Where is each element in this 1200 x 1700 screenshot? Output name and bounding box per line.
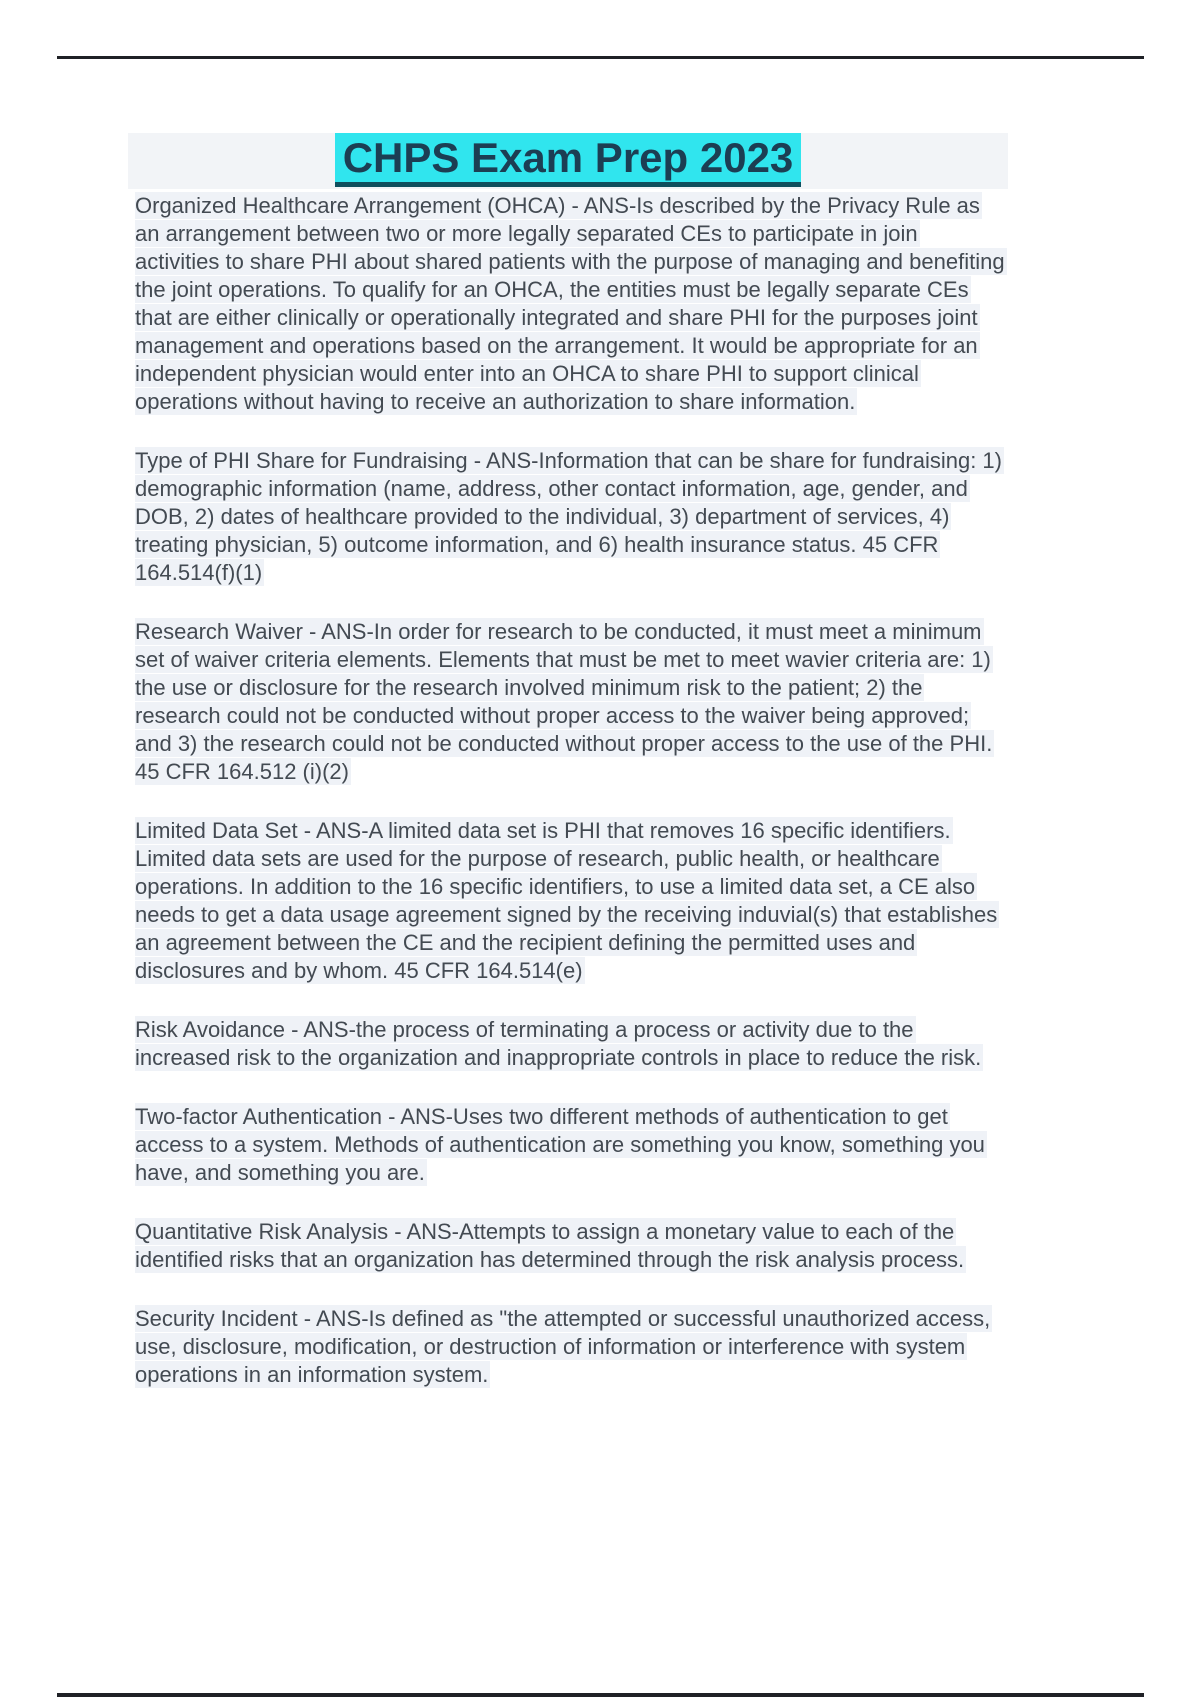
definition-paragraph-security-incident: Security Incident - ANS-Is defined as "the attempted or successful unauthorized access, use, disclosure, modification, or destruction of information or interference with system operations in an information system. [135,1306,991,1387]
definitions-list [128,192,1008,1389]
definition-paragraph-research-waiver: Research Waiver - ANS-In order for research to be conducted, it must meet a minimum set of waiver criteria elements. Elements that must be met to meet wavier criteria are: 1) the use or disclosure for the research involved minimum risk to the patient; 2) the research could not be conducted without proper access to the waiver being approved; and 3) the research could not be conducted without proper access to the use of the PHI. 45 CFR 164.512 (i)(2) [135,619,993,784]
definition-paragraph-limited-data-set: Limited Data Set - ANS-A limited data set is PHI that removes 16 specific identifiers. Limited data sets are used for the purpose of research, public health, or healthcare operations. In addition to the 16 specific identifiers, to use a limited data set, a CE also needs to get a data usage agreement signed by the receiving induvial(s) that establishes an agreement between the CE and the recipient defining the permitted uses and disclosures and by whom. 45 CFR 164.514(e) [135,818,998,983]
page-title: CHPS Exam Prep 2023 [335,133,802,187]
definition-paragraph-quantitative-risk-analysis: Quantitative Risk Analysis - ANS-Attempts to assign a monetary value to each of the identified risks that an organization has determined through the risk analysis process. [135,1219,965,1272]
definition-paragraph-two-factor-authentication: Two-factor Authentication - ANS-Uses two different methods of authentication to get access to a system. Methods of authentication are something you know, something you have, and something you are. [135,1104,985,1185]
top-divider-rule [57,56,1144,59]
bottom-divider-rule [57,1693,1144,1697]
definition-paragraph-phi-fundraising: Type of PHI Share for Fundraising - ANS-Information that can be share for fundraising: 1) demographic information (name, address, other contact information, age, gender, and DOB, 2) dates of healthcare provided to the individual, 3) department of services, 4) treating physician, 5) outcome information, and 6) health insurance status. 45 CFR 164.514(f)(1) [135,448,1002,585]
definition-paragraph-ohca: Organized Healthcare Arrangement (OHCA) - ANS-Is described by the Privacy Rule as an arrangement between two or more legally separated CEs to participate in join activities to share PHI about shared patients with the purpose of managing and benefiting the joint operations. To qualify for an OHCA, the entities must be legally separate CEs that are either clinically or operationally integrated and share PHI for the purposes joint management and operations based on the arrangement. It would be appropriate for an independent physician would enter into an OHCA to share PHI to support clinical operations without having to receive an authorization to share information. [135,193,1005,414]
definition-paragraph-risk-avoidance: Risk Avoidance - ANS-the process of terminating a process or activity due to the increased risk to the organization and inappropriate controls in place to reduce the risk. [135,1017,982,1070]
title-band [128,133,1008,189]
document-page-content [128,133,1008,1389]
